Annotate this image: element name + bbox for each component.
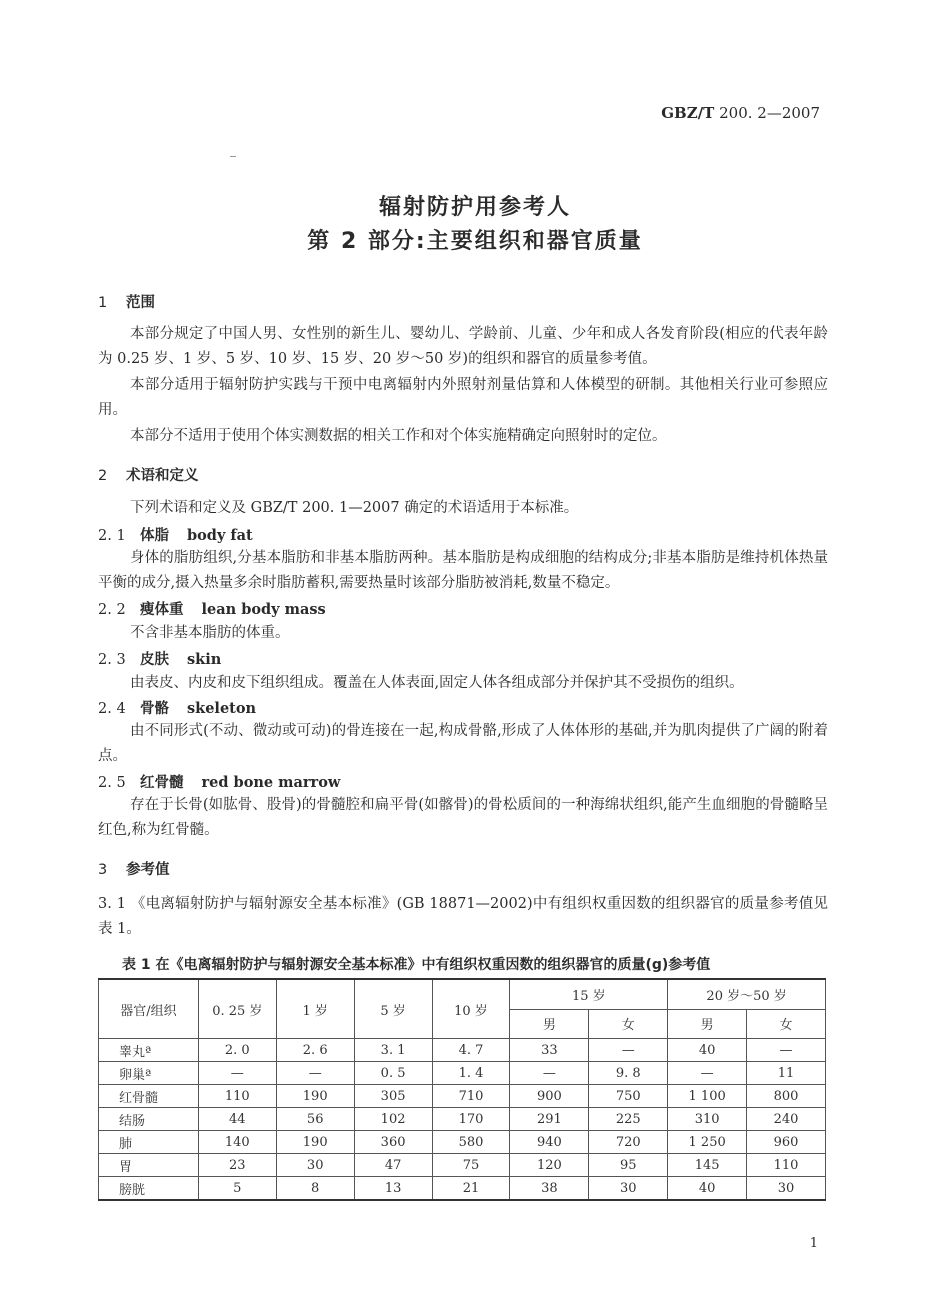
term-2-1-definition: 身体的脂肪组织,分基本脂肪和非基本脂肪两种。基本脂肪是构成细胞的结构成分;非基本脂肪是维持机体热量平衡的成分,摄入热量多余时脂肪蓄积,需要热量时该部分脂肪被消耗,数量不稳定。 (98, 550, 828, 591)
mass-value-cell: 9. 8 (589, 1062, 668, 1085)
organ-name-cell: 结肠 (99, 1108, 199, 1131)
header-age-10: 10 岁 (432, 979, 510, 1039)
organ-name-cell: 卵巢ª (99, 1062, 199, 1085)
organ-name-cell: 胃 (99, 1154, 199, 1177)
mass-value-cell: 110 (747, 1154, 826, 1177)
organ-name-cell: 睾丸ª (99, 1039, 199, 1062)
mass-value-cell: 240 (747, 1108, 826, 1131)
standard-code-prefix: GBZ/T (661, 104, 715, 122)
mass-value-cell: 750 (589, 1085, 668, 1108)
mass-value-cell: 145 (668, 1154, 747, 1177)
term-2-3: 2. 3 皮肤 skin (98, 651, 222, 668)
page-number: 1 (809, 1236, 818, 1251)
table-row (99, 1108, 826, 1131)
section-3-heading: 3 参考值 (98, 862, 170, 878)
section-2-intro: 下列术语和定义及 GBZ/T 200. 1—2007 确定的术语适用于本标准。 (130, 500, 579, 516)
mass-value-cell: 30 (589, 1177, 668, 1201)
mass-value-cell: 13 (354, 1177, 432, 1201)
mass-value-cell: 40 (668, 1039, 747, 1062)
term-2-2-definition: 不含非基本脂肪的体重。 (130, 625, 290, 641)
table-row (99, 1154, 826, 1177)
term-2-1: 2. 1 体脂 body fat (98, 527, 253, 544)
mass-value-cell: 720 (589, 1131, 668, 1154)
mass-value-cell: — (276, 1062, 354, 1085)
term-2-2: 2. 2 瘦体重 lean body mass (98, 601, 326, 618)
organ-name-cell: 红骨髓 (99, 1085, 199, 1108)
mass-value-cell: 291 (510, 1108, 589, 1131)
header-age-5: 5 岁 (354, 979, 432, 1039)
standard-code (661, 104, 820, 122)
mass-value-cell: — (198, 1062, 276, 1085)
section-1-heading: 1 范围 (98, 295, 155, 311)
mass-value-cell: 2. 6 (276, 1039, 354, 1062)
mass-value-cell: 44 (198, 1108, 276, 1131)
mass-value-cell: 800 (747, 1085, 826, 1108)
mass-value-cell: 225 (589, 1108, 668, 1131)
mass-value-cell: 310 (668, 1108, 747, 1131)
mass-value-cell: 3. 1 (354, 1039, 432, 1062)
organ-mass-table (98, 978, 826, 1201)
mass-value-cell: 56 (276, 1108, 354, 1131)
mass-value-cell: 2. 0 (198, 1039, 276, 1062)
mass-value-cell: 11 (747, 1062, 826, 1085)
section-1-para-2: 本部分适用于辐射防护实践与干预中电离辐射内外照射剂量估算和人体模型的研制。其他相关行业可参照应用。 (98, 377, 828, 418)
mass-value-cell: 710 (432, 1085, 510, 1108)
mass-value-cell: 580 (432, 1131, 510, 1154)
mass-value-cell: 33 (510, 1039, 589, 1062)
header-female: 女 (747, 1009, 826, 1039)
term-2-5: 2. 5 红骨髓 red bone marrow (98, 774, 341, 791)
mass-value-cell: 110 (198, 1085, 276, 1108)
header-male: 男 (510, 1009, 589, 1039)
mass-value-cell: 8 (276, 1177, 354, 1201)
header-female: 女 (589, 1009, 668, 1039)
section-1-para-3: 本部分不适用于使用个体实测数据的相关工作和对个体实施精确定向照射时的定位。 (130, 428, 667, 444)
table-row (99, 1131, 826, 1154)
mass-value-cell: 75 (432, 1154, 510, 1177)
mass-value-cell: 960 (747, 1131, 826, 1154)
mass-value-cell: 1 100 (668, 1085, 747, 1108)
mass-value-cell: 170 (432, 1108, 510, 1131)
mass-value-cell: 120 (510, 1154, 589, 1177)
header-age-0-25: 0. 25 岁 (198, 979, 276, 1039)
mass-value-cell: 40 (668, 1177, 747, 1201)
table-row (99, 1062, 826, 1085)
table-row (99, 1085, 826, 1108)
mass-value-cell: 900 (510, 1085, 589, 1108)
mass-value-cell: 190 (276, 1131, 354, 1154)
doc-title-line2: 第 2 部分:主要组织和器官质量 (307, 229, 643, 254)
term-2-3-definition: 由表皮、内皮和皮下组织组成。覆盖在人体表面,固定人体各组成部分并保护其不受损伤的组织。 (130, 675, 744, 691)
header-organ: 器官/组织 (99, 979, 199, 1039)
organ-name-cell: 肺 (99, 1131, 199, 1154)
header-age-15: 15 岁 (510, 979, 668, 1009)
mass-value-cell: 190 (276, 1085, 354, 1108)
mass-value-cell: 5 (198, 1177, 276, 1201)
mass-value-cell: 38 (510, 1177, 589, 1201)
mass-value-cell: 21 (432, 1177, 510, 1201)
header-age-1: 1 岁 (276, 979, 354, 1039)
table-caption: 表 1 在《电离辐射防护与辐射源安全基本标准》中有组织权重因数的组织器官的质量(g)参考值 (122, 957, 711, 973)
header-male: 男 (668, 1009, 747, 1039)
term-2-4-definition: 由不同形式(不动、微动或可动)的骨连接在一起,构成骨骼,形成了人体体形的基础,并为肌肉提供了广阔的附着点。 (98, 723, 828, 764)
mass-value-cell: — (510, 1062, 589, 1085)
mass-value-cell: 940 (510, 1131, 589, 1154)
mass-value-cell: 30 (747, 1177, 826, 1201)
table-row (99, 1177, 826, 1201)
mass-value-cell: 140 (198, 1131, 276, 1154)
mass-value-cell: 360 (354, 1131, 432, 1154)
mass-value-cell: 4. 7 (432, 1039, 510, 1062)
scan-mark (230, 156, 236, 157)
section-1-para-1: 本部分规定了中国人男、女性别的新生儿、婴幼儿、学龄前、儿童、少年和成人各发育阶段(相应的代表年龄为 0.25 岁、1 岁、5 岁、10 岁、15 岁、20 岁～50 岁)的组织和器官的质量参考值。 (98, 326, 828, 367)
mass-value-cell: — (747, 1039, 826, 1062)
mass-value-cell: 0. 5 (354, 1062, 432, 1085)
mass-value-cell: 305 (354, 1085, 432, 1108)
mass-value-cell: 30 (276, 1154, 354, 1177)
mass-value-cell: 23 (198, 1154, 276, 1177)
mass-value-cell: 102 (354, 1108, 432, 1131)
mass-value-cell: 1 250 (668, 1131, 747, 1154)
section-2-heading: 2 术语和定义 (98, 468, 199, 484)
doc-title-line1: 辐射防护用参考人 (378, 195, 571, 220)
table-row (99, 1039, 826, 1062)
section-3-para-1: 3. 1 《电离辐射防护与辐射源安全基本标准》(GB 18871—2002)中有组织权重因数的组织器官的质量参考值见表 1。 (98, 896, 828, 937)
mass-value-cell: 1. 4 (432, 1062, 510, 1085)
mass-value-cell: 95 (589, 1154, 668, 1177)
mass-value-cell: — (589, 1039, 668, 1062)
standard-code-number: 200. 2—2007 (714, 104, 820, 122)
term-2-4: 2. 4 骨骼 skeleton (98, 700, 257, 717)
term-2-5-definition: 存在于长骨(如肱骨、股骨)的骨髓腔和扁平骨(如髂骨)的骨松质间的一种海绵状组织,能产生血细胞的骨髓略呈红色,称为红骨髓。 (98, 797, 828, 838)
header-age-20-50: 20 岁～50 岁 (668, 979, 826, 1009)
mass-value-cell: — (668, 1062, 747, 1085)
mass-value-cell: 47 (354, 1154, 432, 1177)
organ-name-cell: 膀胱 (99, 1177, 199, 1201)
